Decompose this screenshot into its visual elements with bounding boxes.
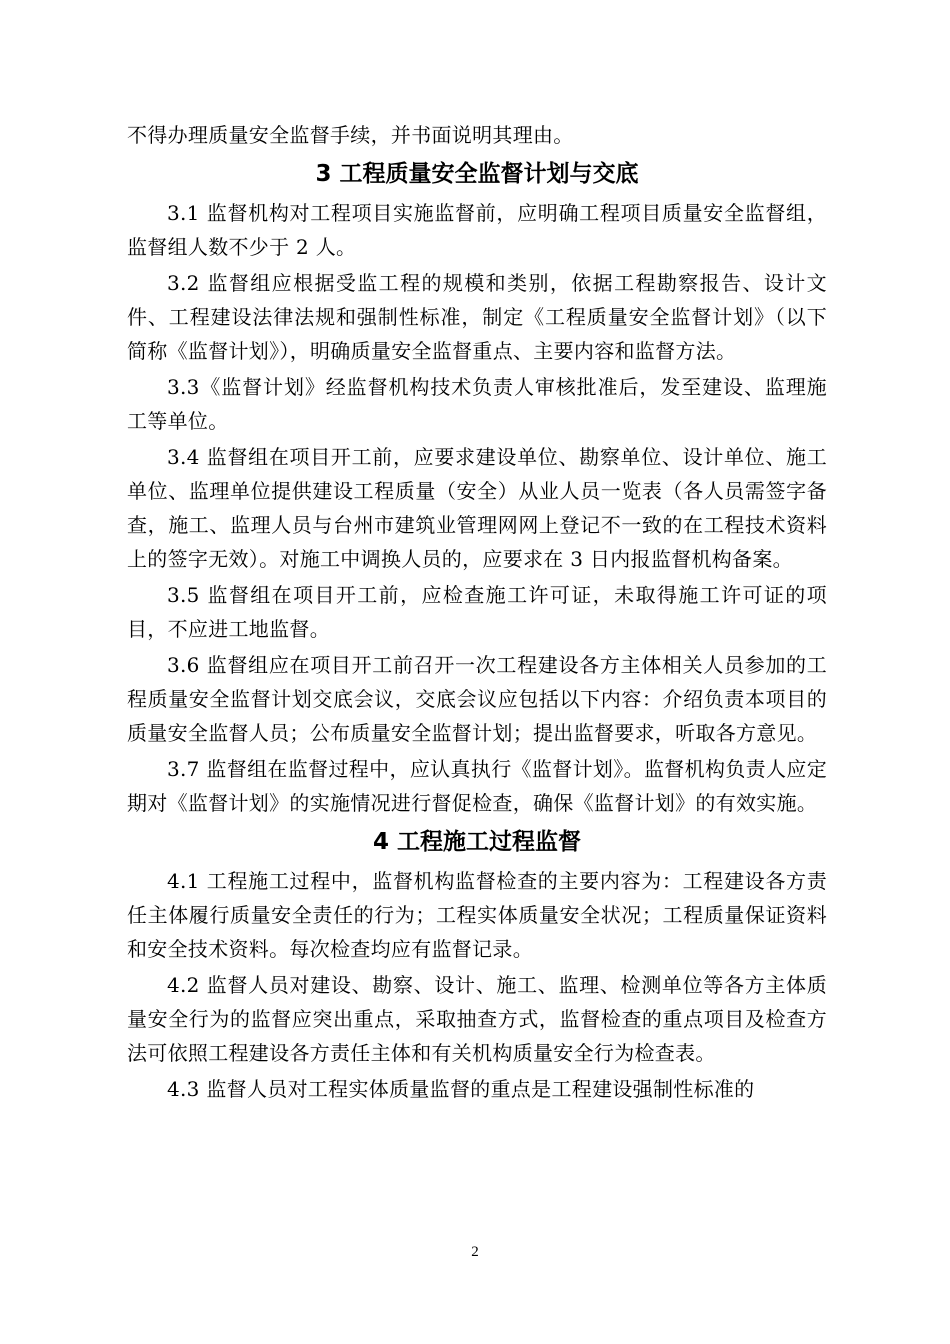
paragraph-3-1: 3.1 监督机构对工程项目实施监督前，应明确工程项目质量安全监督组，监督组人数不少于 2 人。 (127, 201, 827, 259)
section-4-heading: 4 工程施工过程监督 (372, 829, 581, 855)
intro-line: 不得办理质量安全监督手续，并书面说明其理由。 (127, 123, 574, 147)
paragraph-3-2: 3.2 监督组应根据受监工程的规模和类别，依据工程勘察报告、设计文件、工程建设法律法规和强制性标准，制定《工程质量安全监督计划》（以下简称《监督计划》），明确质量安全监督重点、主要内容和监督方法。 (127, 271, 827, 363)
paragraph-3-3: 3.3《监督计划》经监督机构技术负责人审核批准后，发至建设、监理施工等单位。 (127, 375, 827, 433)
paragraph-4-3: 4.3 监督人员对工程实体质量监督的重点是工程建设强制性标准的 (167, 1077, 755, 1101)
paragraph-3-7: 3.7 监督组在监督过程中，应认真执行《监督计划》。监督机构负责人应定期对《监督计划》的实施情况进行督促检查，确保《监督计划》的有效实施。 (127, 757, 827, 815)
paragraph-4-2: 4.2 监督人员对建设、勘察、设计、施工、监理、检测单位等各方主体质量安全行为的监督应突出重点，采取抽查方式，监督检查的重点项目及检查方法可依照工程建设各方责任主体和有关机构质量安全行为检查表。 (127, 973, 827, 1065)
document-body (127, 118, 827, 1108)
page-number: 2 (471, 1244, 479, 1260)
paragraph-3-6: 3.6 监督组应在项目开工前召开一次工程建设各方主体相关人员参加的工程质量安全监督计划交底会议，交底会议应包括以下内容：介绍负责本项目的质量安全监督人员；公布质量安全监督计划；提出监督要求，听取各方意见。 (127, 653, 827, 745)
section-3-heading: 3 工程质量安全监督计划与交底 (315, 161, 639, 187)
paragraph-3-5: 3.5 监督组在项目开工前，应检查施工许可证，未取得施工许可证的项目，不应进工地监督。 (127, 583, 827, 641)
paragraph-3-4: 3.4 监督组在项目开工前，应要求建设单位、勘察单位、设计单位、施工单位、监理单位提供建设工程质量（安全）从业人员一览表（各人员需签字备查，施工、监理人员与台州市建筑业管理网网上登记不一致的在工程技术资料上的签字无效）。对施工中调换人员的，应要求在 3 日内报监督机构备案。 (127, 445, 827, 571)
paragraph-4-1: 4.1 工程施工过程中，监督机构监督检查的主要内容为：工程建设各方责任主体履行质量安全责任的行为；工程实体质量安全状况；工程质量保证资料和安全技术资料。每次检查均应有监督记录。 (127, 869, 827, 961)
